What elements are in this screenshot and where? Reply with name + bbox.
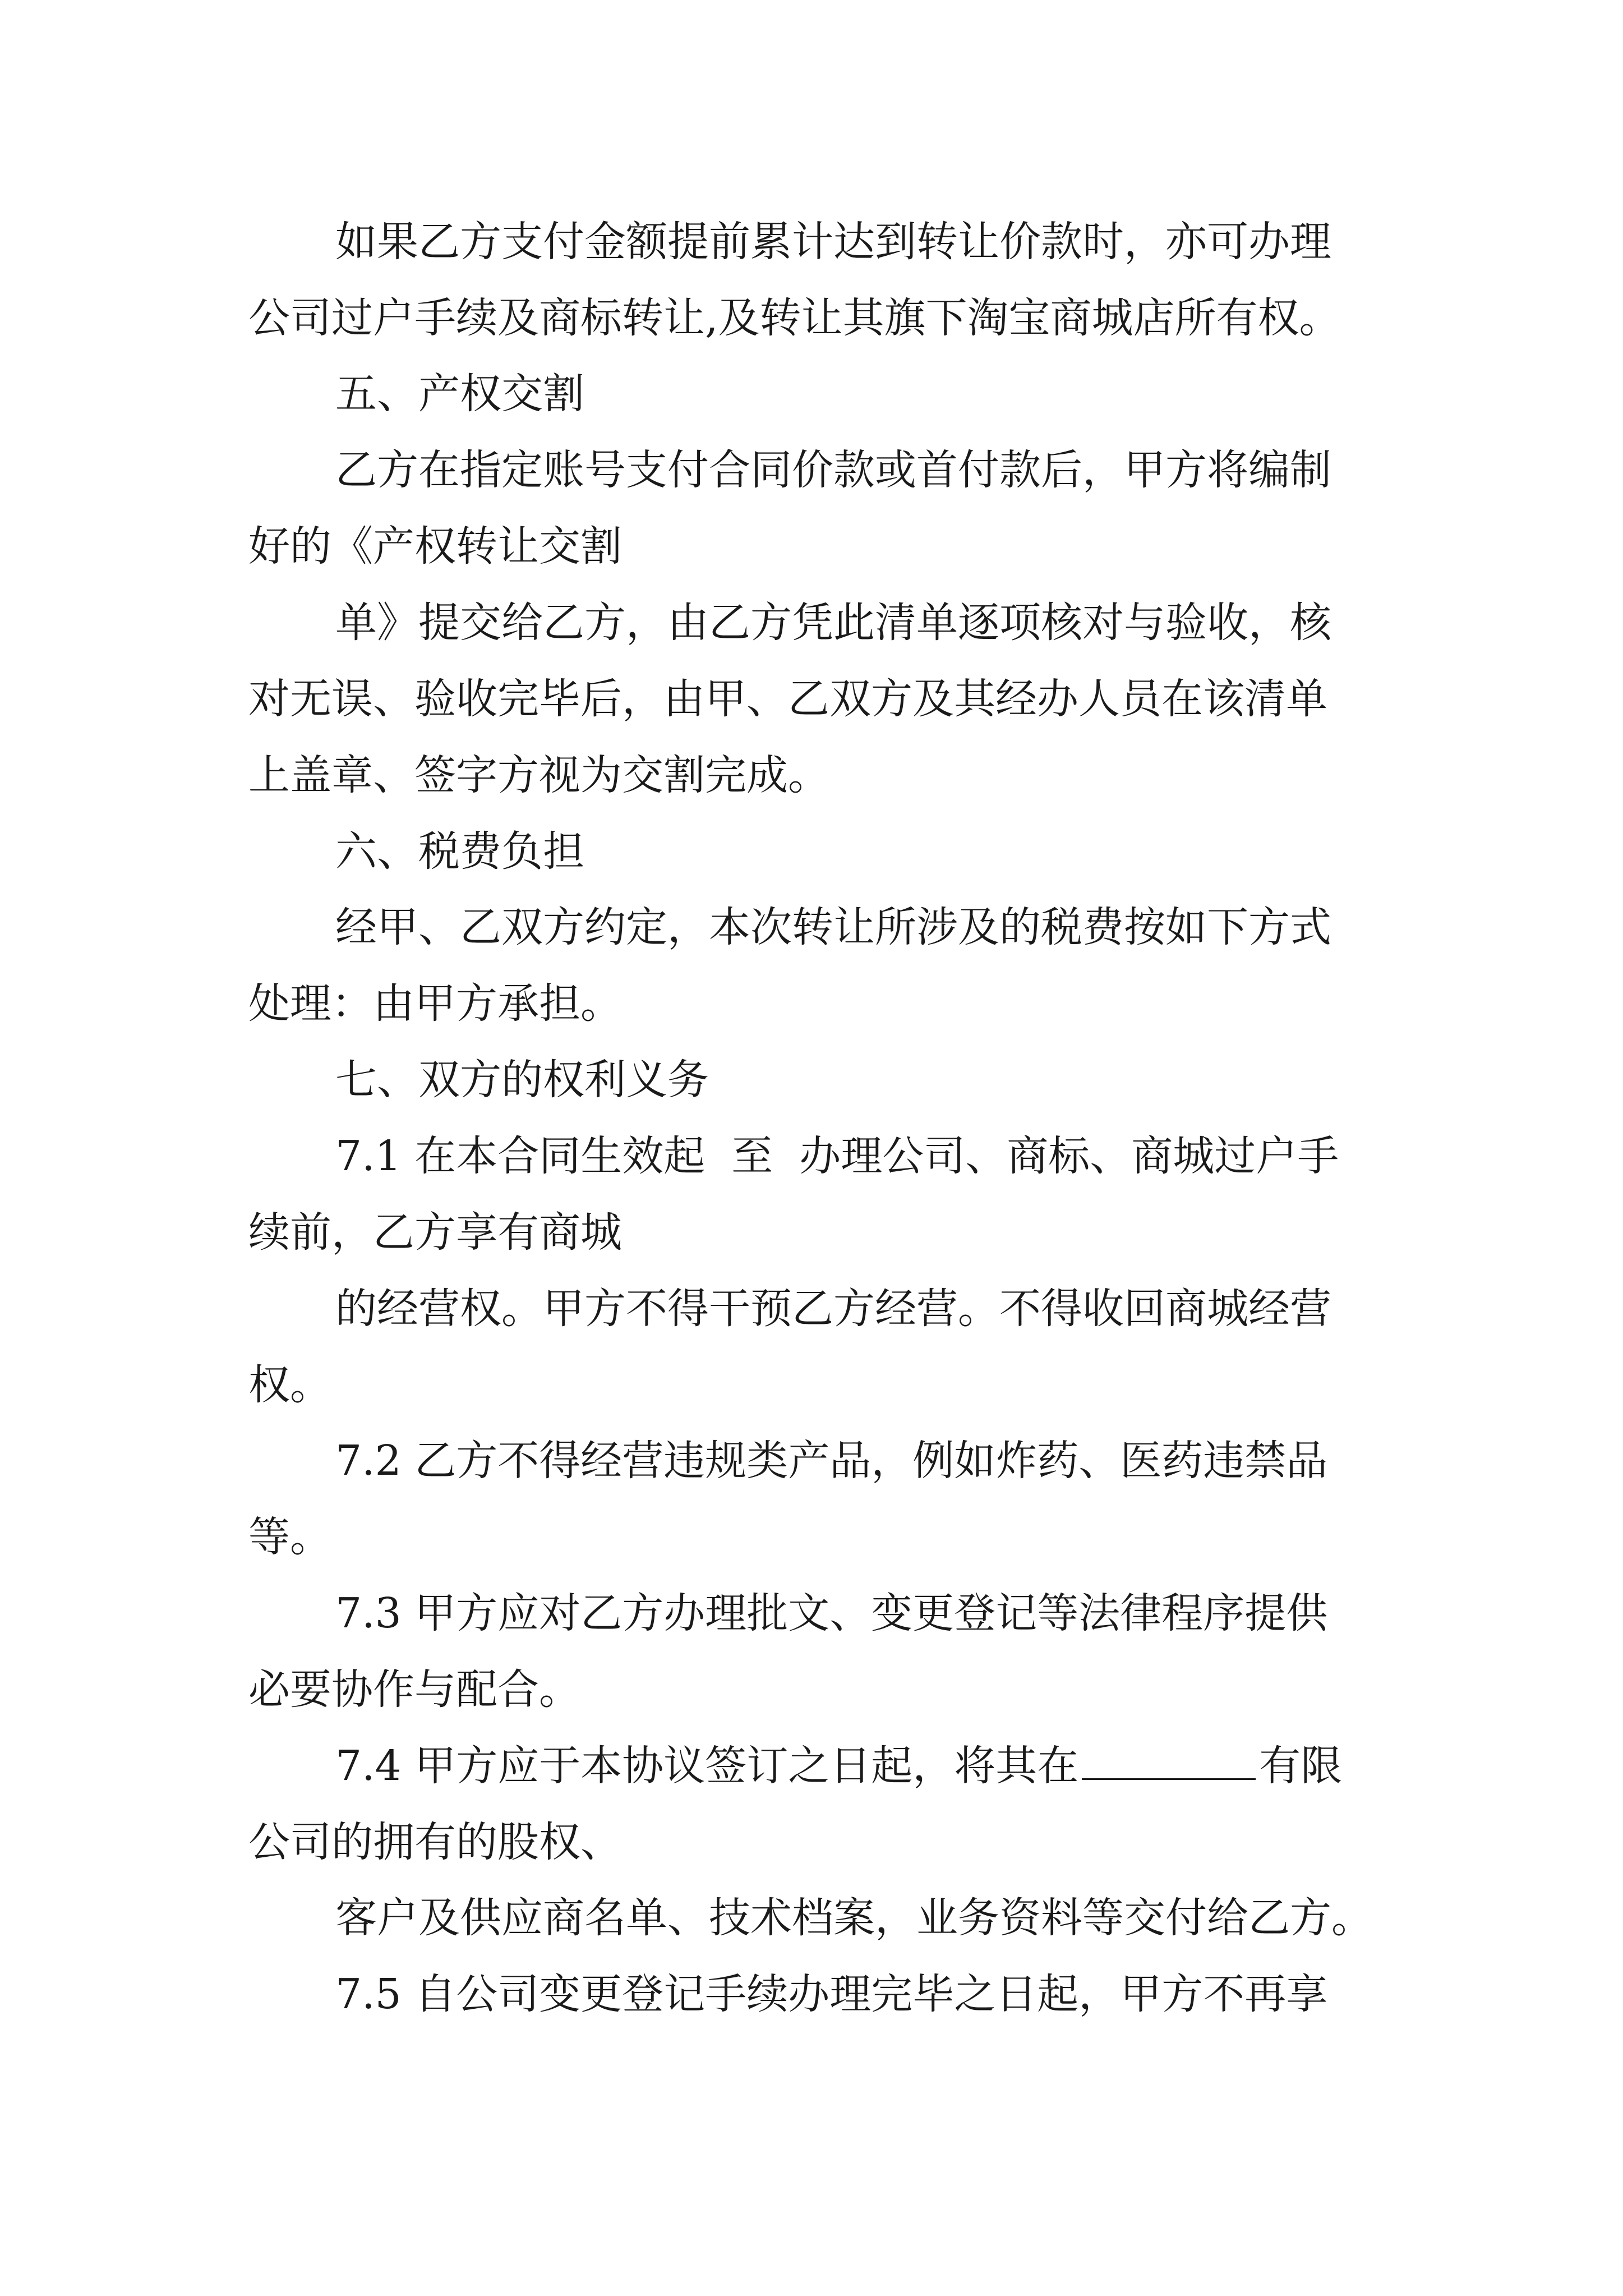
clause-line: 7.1 在本合同生效起 至 办理公司、商标、商城过户手 (335, 1132, 1339, 1180)
clause-line: 7.5 自公司变更登记手续办理完毕之日起，甲方不再享 (335, 1970, 1328, 2018)
paragraph-line: 乙方在指定账号支付合同价款或首付款后，甲方将编制 (335, 446, 1331, 494)
clause-line: 公司的拥有的股权、 (248, 1818, 622, 1866)
section-heading: 六、税费负担 (335, 827, 584, 876)
paragraph-line: 上盖章、签字方视为交割完成。 (248, 751, 829, 799)
clause-line: 7.2 乙方不得经营违规类产品，例如炸药、医药违禁品 (335, 1437, 1328, 1485)
paragraph-line: 经甲、乙双方约定，本次转让所涉及的税费按如下方式 (335, 903, 1331, 951)
clause-line: 必要协作与配合。 (248, 1665, 580, 1714)
clause-line: 7.3 甲方应对乙方办理批文、变更登记等法律程序提供 (335, 1589, 1328, 1637)
clause-line: 权。 (248, 1361, 331, 1409)
clause-line: 的经营权。甲方不得干预乙方经营。不得收回商城经营 (335, 1285, 1331, 1333)
clause-text: 有限 (1259, 1742, 1343, 1790)
paragraph-line: 单》提交给乙方，由乙方凭此清单逐项核对与验收，核 (335, 599, 1331, 647)
section-heading: 五、产权交割 (335, 370, 584, 418)
paragraph-line: 公司过户手续及商标转让,及转让其旗下淘宝商城店所有权。 (248, 294, 1341, 342)
paragraph-line: 对无误、验收完毕后，由甲、乙双方及其经办人员在该清单 (248, 675, 1327, 723)
clause-line: 客户及供应商名单、技术档案，业务资料等交付给乙方。 (335, 1894, 1373, 1942)
clause-text: 7.4 甲方应于本协议签订之日起，将其在 (335, 1742, 1079, 1790)
clause-line: 等。 (248, 1513, 331, 1561)
paragraph-line: 好的《产权转让交割 (248, 522, 622, 570)
clause-line: 续前，乙方享有商城 (248, 1208, 622, 1257)
section-heading: 七、双方的权利义务 (335, 1056, 709, 1104)
paragraph-line: 如果乙方支付金额提前累计达到转让价款时，亦可办理 (335, 218, 1331, 266)
fill-in-blank (1082, 1776, 1256, 1780)
clause-line (335, 1739, 1342, 1793)
paragraph-line: 处理：由甲方承担。 (248, 979, 622, 1028)
